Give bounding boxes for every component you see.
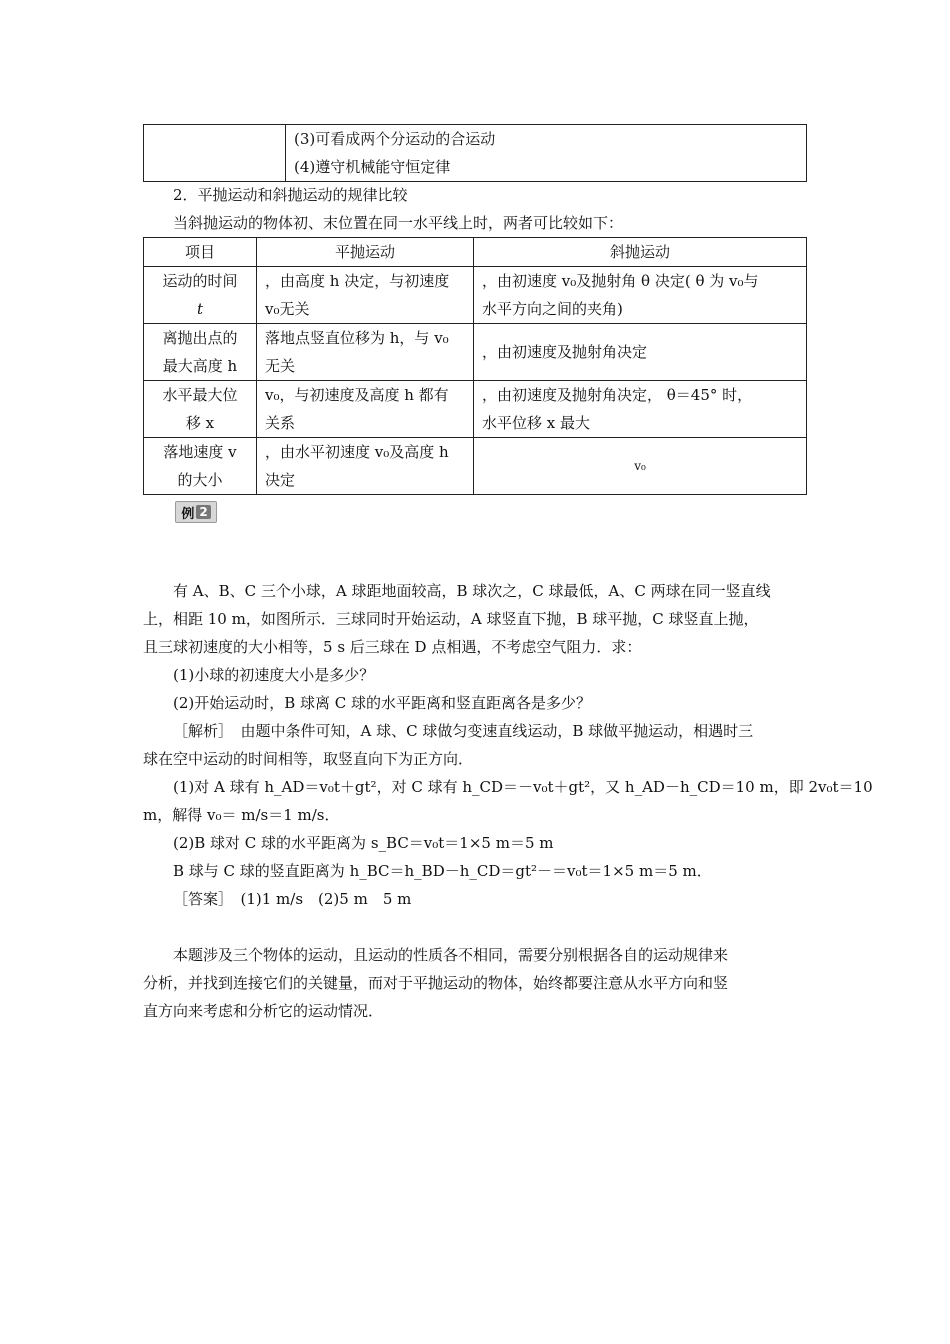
cell-line: 落地点竖直位移为 h，与 v₀: [265, 329, 449, 347]
cell-line: 水平方向之间的夹角): [482, 300, 623, 318]
cell-line: ，由初速度及抛射角决定， θ＝45° 时，: [482, 386, 753, 404]
section-intro: 当斜抛运动的物体初、末位置在同一水平线上时，两者可比较如下：: [173, 214, 624, 232]
example-badge-label: 例: [181, 506, 195, 522]
table-cell-empty: [144, 125, 286, 182]
table-cell-oblique: [474, 267, 807, 324]
solution-step-1: (1)对 A 球有 h_AD＝v₀t＋gt²，对 C 球有 h_CD＝－v₀t＋gt²，又 h_AD－h_CD＝10 m，即 2v₀t＝10: [173, 778, 873, 796]
table-cell-line: (4)遵守机械能守恒定律: [294, 158, 451, 176]
solution-step-1-cont: m，解得 v₀＝ m/s＝1 m/s．: [143, 806, 340, 824]
cell-line: t: [196, 300, 204, 318]
header-cell: 平抛运动: [257, 238, 474, 267]
example-badge: [175, 501, 217, 523]
cell-line: ，由初速度及抛射角决定: [482, 343, 648, 361]
cell-line: v₀: [634, 459, 646, 473]
table-cell-item: [144, 267, 257, 324]
problem-line: 上，相距 10 m，如图所示．三球同时开始运动，A 球竖直下抛，B 球平抛，C 球竖直上抛，: [143, 610, 759, 628]
table-row: [144, 267, 807, 324]
cell-line: v₀无关: [265, 300, 310, 318]
summary-line: 分析，并找到连接它们的关键量，而对于平抛运动的物体，始终都要注意从水平方向和竖: [143, 974, 729, 992]
solution-step-2-cont: B 球与 C 球的竖直距离为 h_BC＝h_BD－h_CD＝gt²－＝v₀t＝1×5 m＝5 m．: [173, 862, 712, 880]
section-title: 2．平抛运动和斜抛运动的规律比较: [173, 186, 408, 204]
summary-line: 本题涉及三个物体的运动，且运动的性质各不相同，需要分别根据各自的运动规律来: [173, 946, 729, 964]
table-row: [144, 125, 807, 182]
table-cell-flat: [257, 267, 474, 324]
solution-step-2: (2)B 球对 C 球的水平距离为 s_BC＝v₀t＝1×5 m＝5 m: [173, 834, 554, 852]
cell-line: ，由初速度 v₀及抛射角 θ 决定( θ 为 v₀与: [482, 272, 759, 290]
table-cell-line: (3)可看成两个分运动的合运动: [294, 130, 496, 148]
table-cell-item: [144, 324, 257, 381]
table-cell-item: [144, 438, 257, 495]
problem-line: 有 A、B、C 三个小球，A 球距地面较高，B 球次之，C 球最低，A、C 两球在同一竖直线: [173, 582, 771, 600]
header-cell: 斜抛运动: [474, 238, 807, 267]
comparison-table: [143, 237, 807, 495]
table-cell-oblique: [474, 381, 807, 438]
table-header-row: [144, 238, 807, 267]
analysis-line: ［解析］ 由题中条件可知，A 球、C 球做匀变速直线运动，B 球做平抛运动，相遇时三: [173, 722, 754, 740]
cell-line: 落地速度 v: [163, 443, 237, 461]
problem-line: 且三球初速度的大小相等，5 s 后三球在 D 点相遇，不考虑空气阻力．求：: [143, 638, 642, 656]
analysis-line: 球在空中运动的时间相等，取竖直向下为正方向．: [143, 750, 474, 768]
table-row: [144, 324, 807, 381]
cell-line: 水平位移 x 最大: [482, 414, 590, 432]
cell-line: 水平最大位: [162, 386, 238, 404]
table-cell-item: [144, 381, 257, 438]
table-cell-flat: [257, 438, 474, 495]
summary-line: 直方向来考虑和分析它的运动情况．: [143, 1002, 384, 1020]
cell-line: 运动的时间: [162, 272, 238, 290]
top-table: [143, 124, 807, 182]
table-row: [144, 381, 807, 438]
table-row: [144, 438, 807, 495]
question-1: (1)小球的初速度大小是多少？: [173, 666, 375, 684]
question-2: (2)开始运动时，B 球离 C 球的水平距离和竖直距离各是多少？: [173, 694, 592, 712]
cell-line: 移 x: [185, 414, 215, 432]
table-cell-oblique: [474, 324, 807, 381]
cell-line: 最大高度 h: [162, 357, 238, 375]
cell-line: 无关: [265, 357, 296, 375]
cell-line: 关系: [265, 414, 296, 432]
table-cell-flat: [257, 381, 474, 438]
header-cell: 项目: [144, 238, 257, 267]
example-badge-number: 2: [196, 505, 210, 519]
cell-line: v₀，与初速度及高度 h 都有: [265, 386, 449, 404]
table-cell-oblique: [474, 438, 807, 495]
answer-line: ［答案］ (1)1 m/s (2)5 m 5 m: [173, 890, 412, 908]
cell-line: 离抛出点的: [162, 329, 238, 347]
table-cell-flat: [257, 324, 474, 381]
table-cell: [286, 125, 807, 182]
cell-line: 的大小: [177, 471, 223, 489]
cell-line: ，由水平初速度 v₀及高度 h: [265, 443, 449, 461]
cell-line: ，由高度 h 决定，与初速度: [265, 272, 450, 290]
cell-line: 决定: [265, 471, 296, 489]
